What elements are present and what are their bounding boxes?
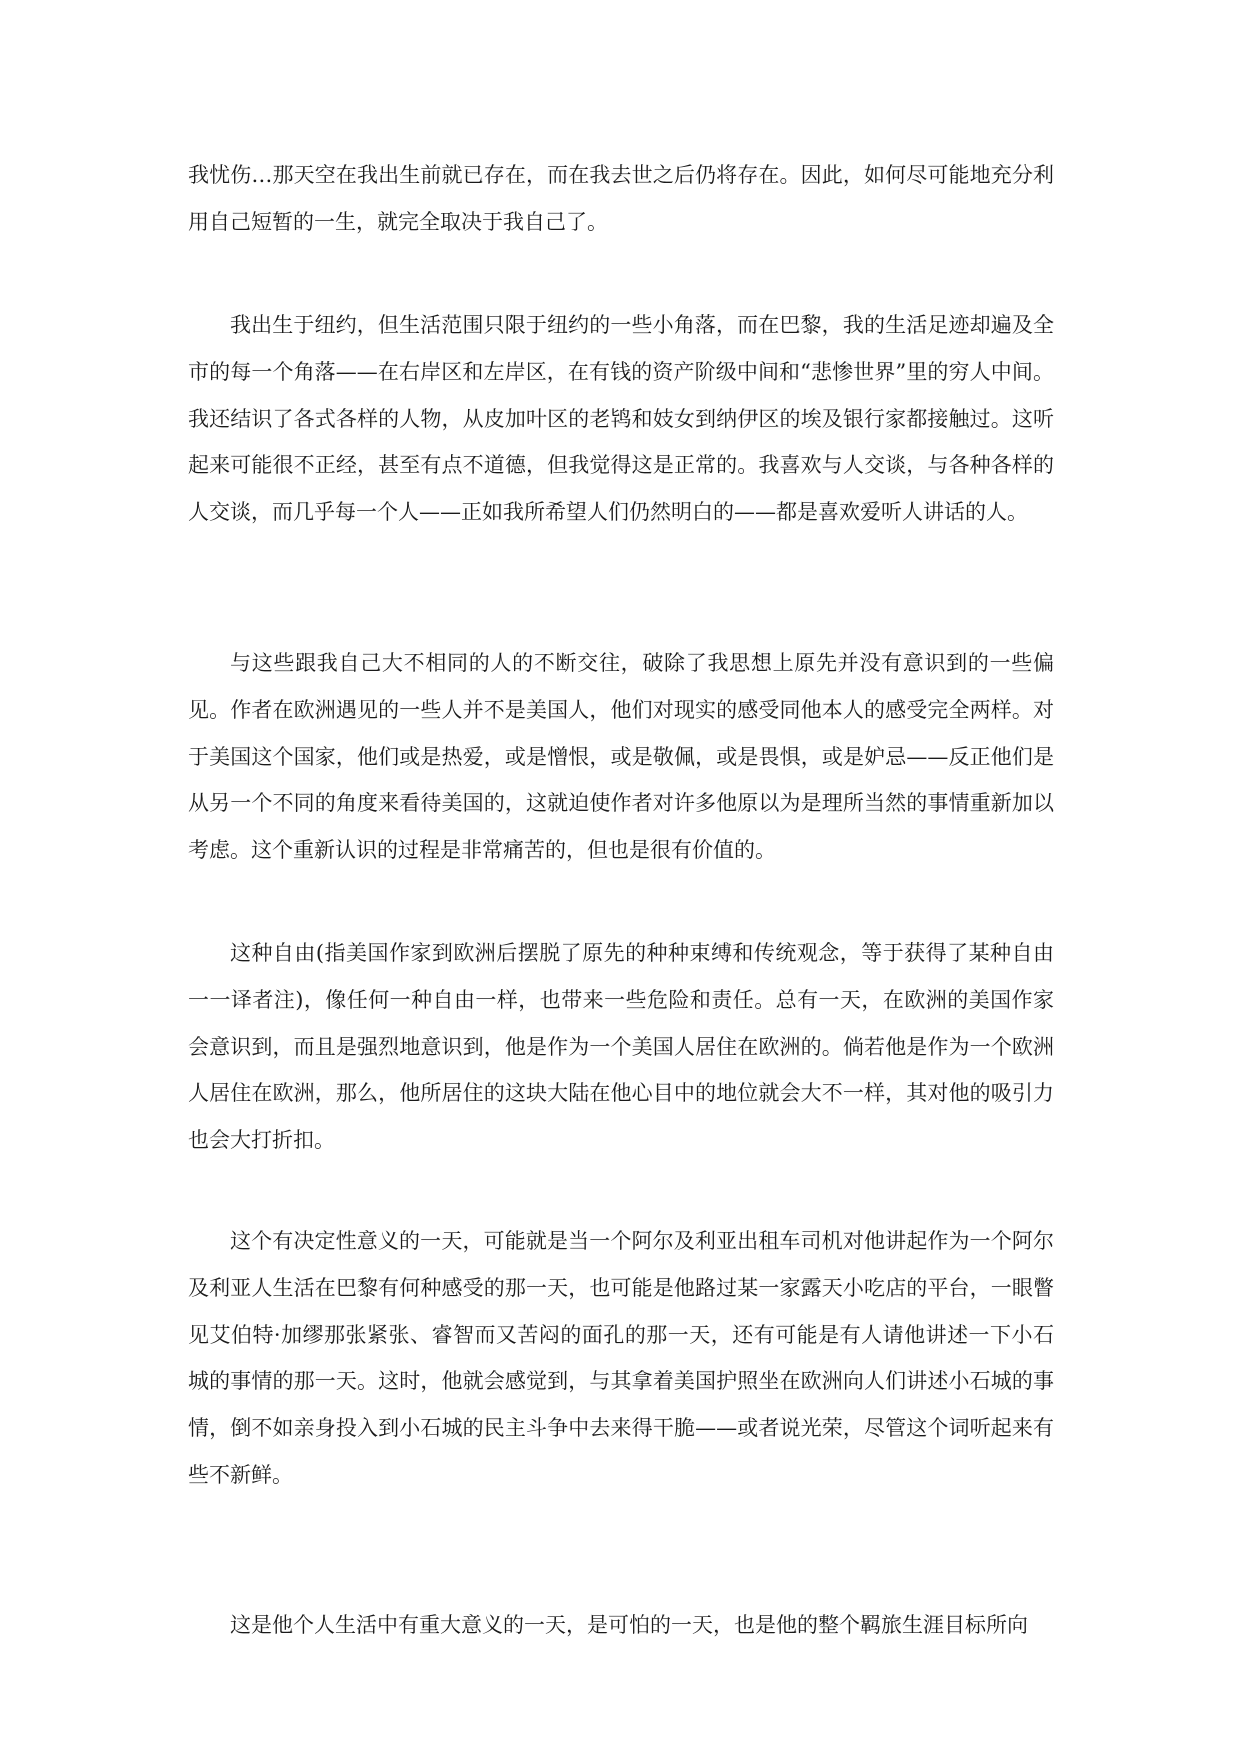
- paragraph-2: 我出生于纽约，但生活范围只限于纽约的一些小角落，而在巴黎，我的生活足迹却遍及全市的每一个角落——在右岸区和左岸区，在有钱的资产阶级中间和“悲惨世界”里的穷人中间。我还结识了各式各样的人物，从皮加叶区的老鸨和妓女到纳伊区的埃及银行家都接触过。这听起来可能很不正经，甚至有点不道德，但我觉得这是正常的。我喜欢与人交谈，与各种各样的人交谈，而几乎每一个人——正如我所希望人们仍然明白的——都是喜欢爱听人讲话的人。: [188, 313, 1054, 525]
- paragraph-1: 我忧伤…那天空在我出生前就已存在，而在我去世之后仍将存在。因此，如何尽可能地充分利用自己短暂的一生，就完全取决于我自己了。: [188, 163, 1054, 234]
- paragraph-3: 与这些跟我自己大不相同的人的不断交往，破除了我思想上原先并没有意识到的一些偏见。作者在欧洲遇见的一些人并不是美国人，他们对现实的感受同他本人的感受完全两样。对于美国这个国家，他们或是热爱，或是憎恨，或是敬佩，或是畏惧，或是妒忌——反正他们是从另一个不同的角度来看待美国的，这就迫使作者对许多他原以为是理所当然的事情重新加以考虑。这个重新认识的过程是非常痛苦的，但也是很有价值的。: [188, 651, 1054, 863]
- paragraph-6: 这是他个人生活中有重大意义的一天，是可怕的一天，也是他的整个羁旅生涯目标所向: [230, 1613, 1028, 1637]
- paragraph-5: 这个有决定性意义的一天，可能就是当一个阿尔及利亚出租车司机对他讲起作为一个阿尔及利亚人生活在巴黎有何种感受的那一天，也可能是他路过某一家露天小吃店的平台，一眼瞥见艾伯特·加缪那张紧张、睿智而又苦闷的面孔的那一天，还有可能是有人请他讲述一下小石城的事情的那一天。这时，他就会感觉到，与其拿着美国护照坐在欧洲向人们讲述小石城的事情，倒不如亲身投入到小石城的民主斗争中去来得干脆——或者说光荣，尽管这个词听起来有些不新鲜。: [188, 1229, 1054, 1487]
- paragraph-4: 这种自由(指美国作家到欧洲后摆脱了原先的种种束缚和传统观念，等于获得了某种自由一一译者注)，像任何一种自由一样，也带来一些危险和责任。总有一天，在欧洲的美国作家会意识到，而且是强烈地意识到，他是作为一个美国人居住在欧洲的。倘若他是作为一个欧洲人居住在欧洲，那么，他所居住的这块大陆在他心目中的地位就会大不一样，其对他的吸引力也会大打折扣。: [188, 941, 1054, 1153]
